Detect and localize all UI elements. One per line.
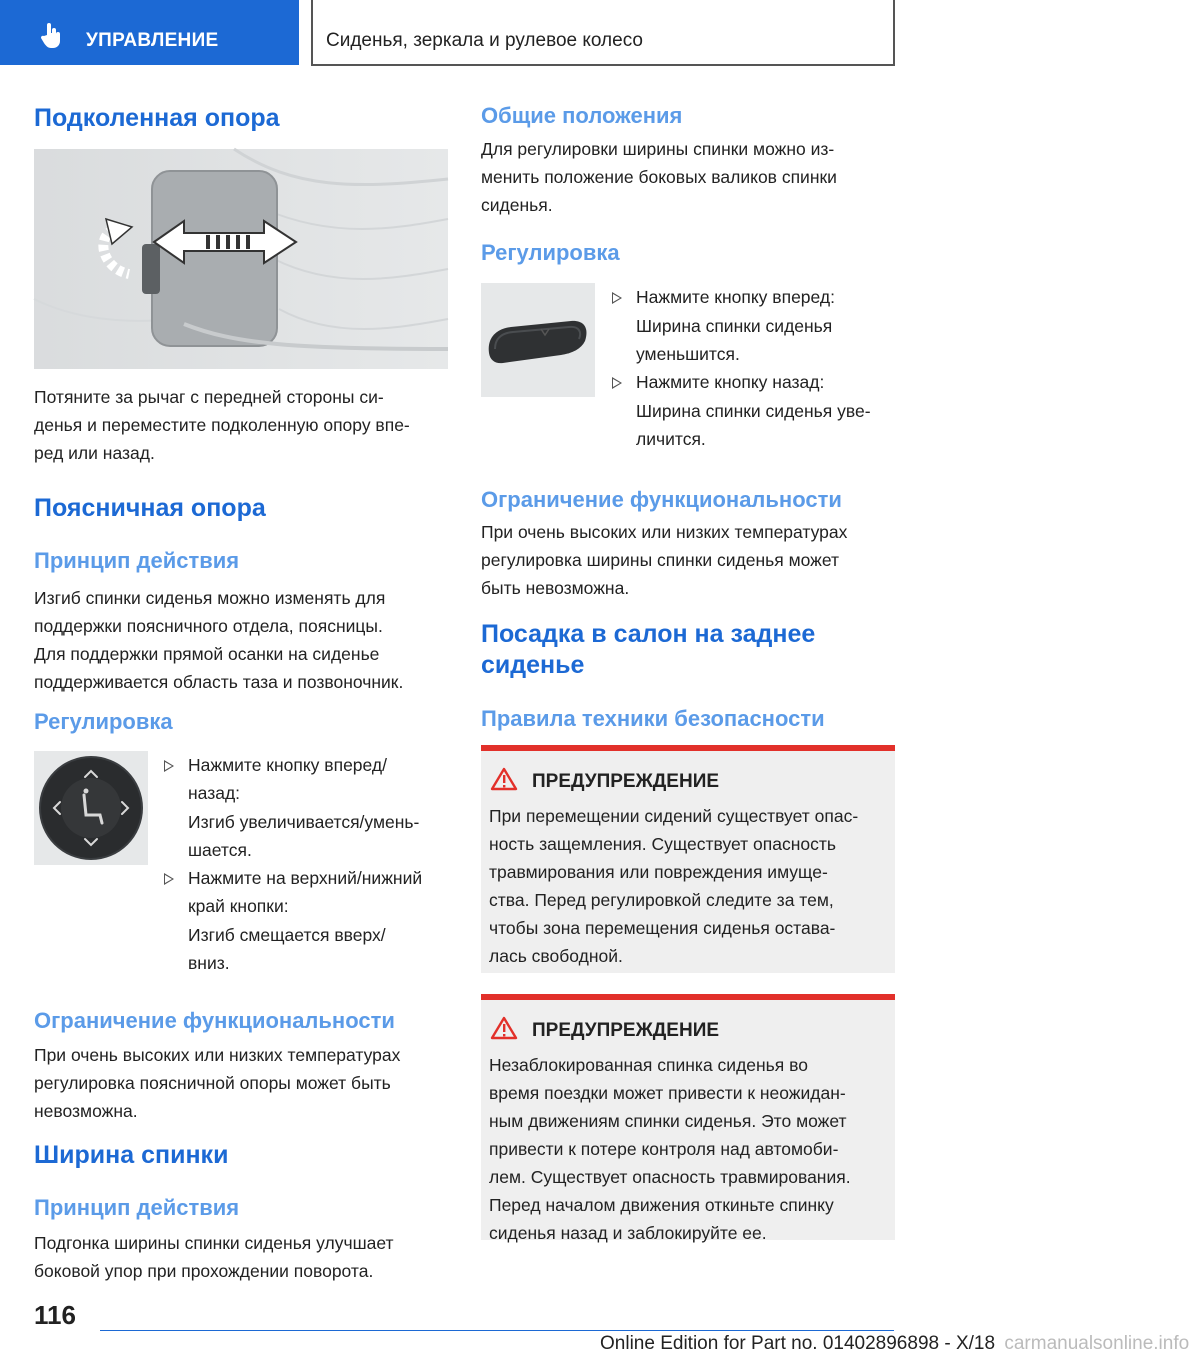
backrest-width-title: Ширина спинки bbox=[34, 1141, 229, 1169]
chapter-title: Сиденья, зеркала и рулевое колесо bbox=[326, 30, 643, 51]
lumbar-support-title: Поясничная опора bbox=[34, 494, 266, 522]
warning-box bbox=[481, 994, 895, 1243]
lumbar-bullet-action: Нажмите кнопку вперед/ назад: bbox=[188, 755, 387, 803]
width-adjust-title: Регулировка bbox=[481, 240, 620, 265]
lumbar-bullet-result: Изгиб увеличивается/умень- шается. bbox=[188, 812, 420, 860]
general-title: Общие положения bbox=[481, 103, 683, 128]
lumbar-principle-text: Изгиб спинки сиденья можно изменять для поддержки поясничного отдела, поясницы. Для поддержки прямой осанки на сиденье поддерживается область таза и позвоночник. bbox=[34, 588, 404, 692]
section-tab[interactable] bbox=[0, 0, 299, 65]
lumbar-bullet-action: Нажмите на верхний/нижний край кнопки: bbox=[188, 868, 423, 916]
width-bullet-result: Ширина спинки сиденья уве- личится. bbox=[636, 401, 871, 449]
knee-support-text: Потяните за рычаг с передней стороны си- денья и переместите подколенную опору впе- ред или назад. bbox=[34, 387, 410, 463]
lumbar-bullet-result: Изгиб смещается вверх/ вниз. bbox=[188, 925, 386, 973]
knee-support-image bbox=[34, 149, 448, 369]
warning-text: Незаблокированная спинка сиденья во время поездки может привести к неожидан- ным движениям спинки сиденья. Это может привести к потере контроля над автомоби- лем. Существует опасность травмирования. Перед началом движения откиньте спинку сиденья назад и заблокируйте ее. bbox=[489, 1055, 851, 1243]
rear-seat-entry-title: Посадка в салон на заднее сиденье bbox=[481, 620, 816, 680]
watermark: carmanualsonline.info bbox=[1004, 1333, 1189, 1354]
knee-support-title: Подколенная опора bbox=[34, 104, 280, 132]
lumbar-principle-title: Принцип действия bbox=[34, 548, 240, 573]
warning-box bbox=[481, 745, 895, 973]
warning-label: ПРЕДУПРЕЖДЕНИЕ bbox=[532, 1020, 720, 1041]
warning-triangle-icon bbox=[491, 1016, 517, 1040]
general-text: Для регулировки ширины спинки можно из- менить положение боковых валиков спинки сиденья. bbox=[481, 139, 837, 215]
width-limit-text: При очень высоких или низких температурах регулировка ширины спинки сиденья может быть невозможна. bbox=[481, 522, 848, 598]
width-bullet-action: Нажмите кнопку вперед: bbox=[636, 287, 835, 307]
lumbar-adjust-title: Регулировка bbox=[34, 709, 173, 734]
bullet-triangle-icon bbox=[164, 760, 174, 772]
warning-bar bbox=[481, 745, 895, 751]
seat-knee-support-illustration bbox=[34, 149, 448, 369]
width-bullet-result: Ширина спинки сиденья уменьшится. bbox=[636, 316, 833, 364]
header-divider bbox=[311, 64, 895, 66]
warning-text: При перемещении сидений существует опас- ность защемления. Существует опасность травмирования или повреждения имуще- ства. Перед регулировкой следите за тем, чтобы зона перемещения сиденья остава- лась свободной. bbox=[489, 806, 859, 966]
width-principle-title: Принцип действия bbox=[34, 1195, 240, 1220]
header-divider bbox=[893, 0, 895, 66]
lumbar-control-knob-illustration bbox=[34, 751, 148, 865]
bullet-triangle-icon bbox=[164, 873, 174, 885]
warning-label: ПРЕДУПРЕЖДЕНИЕ bbox=[532, 771, 720, 792]
section-tab-label: УПРАВЛЕНИЕ bbox=[86, 30, 219, 51]
lumbar-limit-text: При очень высоких или низких температурах регулировка поясничной опоры может быть невозможна. bbox=[34, 1045, 401, 1121]
width-limit-title: Ограничение функциональности bbox=[481, 487, 842, 512]
safety-title: Правила техники безопасности bbox=[481, 706, 825, 731]
width-principle-text: Подгонка ширины спинки сиденья улучшает боковой упор при прохождении поворота. bbox=[34, 1233, 394, 1281]
warning-bar bbox=[481, 994, 895, 1000]
lumbar-limit-title: Ограничение функциональности bbox=[34, 1008, 395, 1033]
edition-text bbox=[600, 1333, 1189, 1355]
lumbar-button-image bbox=[34, 751, 148, 865]
page-number: 116 bbox=[34, 1300, 76, 1330]
header-divider bbox=[311, 0, 313, 66]
width-bullet-action: Нажмите кнопку назад: bbox=[636, 372, 825, 392]
width-button-image bbox=[481, 283, 595, 397]
edition-label: Online Edition for Part no. 01402896898 - X/18 bbox=[600, 1333, 996, 1354]
bullet-triangle-icon bbox=[612, 292, 622, 304]
hand-pointer-icon bbox=[38, 21, 66, 49]
warning-triangle-icon bbox=[491, 767, 517, 791]
width-rocker-button-illustration bbox=[481, 283, 595, 397]
bullet-triangle-icon bbox=[612, 377, 622, 389]
footer-divider bbox=[100, 1330, 894, 1331]
